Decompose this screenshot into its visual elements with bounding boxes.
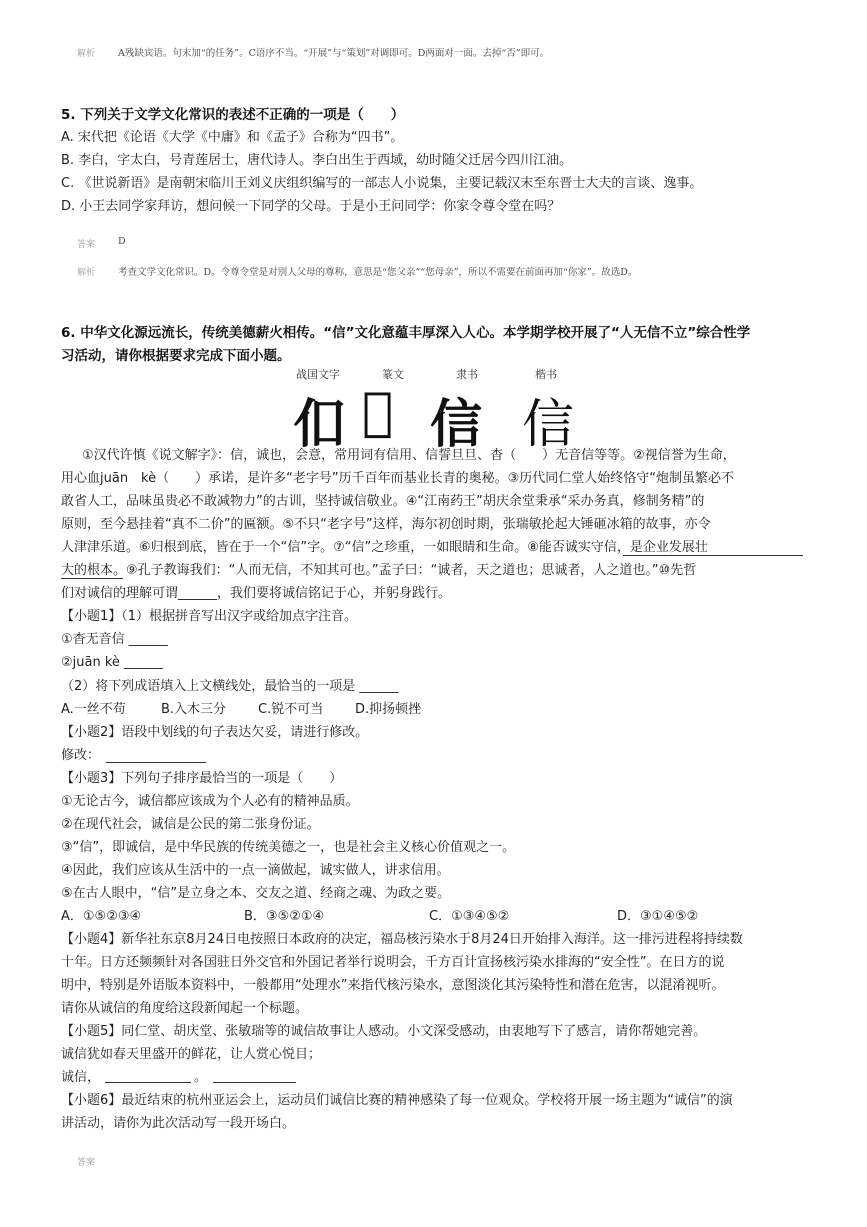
script-label-regular: 楷书 (535, 368, 557, 381)
sub2-fix-label: 修改： (61, 748, 101, 763)
question-6-title-line2: 习活动，请你根据要求完成下面小题。 (61, 348, 291, 364)
flagged-sentence-underline-1 (623, 555, 803, 556)
sub2-label: 【小题2】语段中划线的句子表达欠妥，请进行修改。 (61, 725, 369, 740)
script-label-warring-states: 战国文字 (296, 368, 340, 381)
sub5-label: 【小题5】同仁堂、胡庆堂、张敏瑞等的诚信故事让人感动。小文深受感动，由衷地写下了感言，请你帮她完善。 (61, 1024, 707, 1039)
sub3-sentence-5: ⑤在古人眼中，“信”是立身之本、交友之道、经商之魂、为政之要。 (61, 886, 451, 901)
sub6-line-1: 【小题6】最近结束的杭州亚运会上，运动员们诚信比赛的精神感染了每一位观众。学校将开展一场主题为“诚信”的演 (61, 1093, 733, 1108)
sub4-line-1: 【小题4】新华社东京8月24日电按照日本政府的决定，福岛核污染水于8月24日开始排入海洋。这一排污进程将持续数 (61, 932, 743, 947)
sub4-line-4: 请你从诚信的角度给这段新闻起一个标题。 (61, 1001, 309, 1016)
passage-line-4: 原则，至今悬挂着“真不二价”的匾额。⑤不只“老字号”这样，海尔初创时期，张瑞敏抡起大锤砸冰箱的故事，亦令 (61, 517, 711, 532)
sub5-blank-2[interactable] (213, 1082, 296, 1083)
question-5-title: 5. 下列关于文学文化常识的表述不正确的一项是（ ） (61, 107, 405, 123)
flagged-sentence-underline-2 (61, 578, 123, 579)
q5-option-c: C. 《世说新语》是南朝宋临川王刘义庆组织编写的一部志人小说集，主要记载汉末至东晋士大夫的言谈、逸事。 (61, 176, 703, 191)
q6-answer-label: 答案 (77, 1158, 96, 1168)
sub3-choice-a: A．①⑤②③④ (61, 909, 142, 924)
q5-answer-label: 答案 (77, 240, 96, 250)
q5-analysis: 考查文学文化常识。D。令尊令堂是对别人父母的尊称，意思是“您父亲”“您母亲”，所以不需要在前面再加“你家”。故选D。 (118, 267, 638, 278)
sub3-sentence-4: ④因此，我们应该从生活中的一点一滴做起，诚实做人，讲求信用。 (61, 863, 450, 878)
sub5-line-1: 诚信犹如春天里盛开的鲜花，让人赏心悦目； (61, 1047, 322, 1062)
script-label-clerical: 隶书 (456, 368, 478, 381)
sub1-label: 【小题1】（1）根据拼音写出汉字或给加点字注音。 (61, 609, 358, 624)
sub1-choice-d: D.抑扬顿挫 (355, 702, 422, 717)
sub3-sentence-1: ①无论古今，诚信都应该成为个人必有的精神品质。 (61, 794, 359, 809)
glyph-warring-states: 㐰 (293, 394, 346, 455)
glyph-seal: 𠅉 (362, 382, 390, 442)
sub3-choice-d: D．③①④⑤② (617, 909, 699, 924)
q5-answer: D (118, 236, 126, 247)
q5-option-a: A. 宋代把《论语《大学《中庸》和《孟子》合称为“四书”。 (61, 130, 404, 145)
glyph-regular: 信 (522, 395, 575, 455)
passage-line-5: 人津津乐道。⑥归根到底，皆在于一个“信”字。⑦“信”之珍重，一如眼睛和生命。⑧能否诚实守信，是企业发展壮 (61, 540, 708, 555)
analysis-label: 解析 (77, 49, 96, 59)
passage-line-3: 敢省人工，品味虽贵必不敢减物力”的古训，坚持诚信敬业。④“江南药王”胡庆余堂秉承“采办务真，修制务精”的 (61, 494, 705, 509)
passage-line-1: ①汉代许慎《说文解字》：信，诚也，会意，常用词有信用、信誓旦旦、杳（ ）无音信等等。②视信誉为生命， (82, 448, 736, 463)
q5-analysis-label: 解析 (77, 268, 96, 278)
sub3-sentence-3: ③“信”，即诚信，是中华民族的传统美德之一，也是社会主义核心价值观之一。 (61, 840, 516, 855)
sub6-line-2: 讲活动，请你为此次活动写一段开场白。 (61, 1116, 296, 1131)
passage-line-7: 们对诚信的理解可谓______，我们要将诚信铭记于心，并躬身践行。 (61, 586, 452, 601)
sub1-choice-a: A.一丝不苟 (61, 702, 126, 717)
sub1-choice-c: C.锐不可当 (258, 702, 324, 717)
glyph-clerical: 信 (430, 394, 483, 455)
sub2-fix-blank[interactable] (106, 762, 206, 763)
sub5-line-2-sep: 。 (194, 1070, 208, 1085)
sub5-line-2-prefix: 诚信， (61, 1070, 101, 1085)
analysis-text: A残缺宾语。句末加“的任务”。C语序不当。“开展”与“策划”对调即可。D两面对一面。去掉“否”即可。 (118, 48, 550, 59)
sub3-sentence-2: ②在现代社会，诚信是公民的第二张身份证。 (61, 817, 320, 832)
sub3-choice-c: C．①③④⑤② (429, 909, 510, 924)
sub4-line-3: 明中，特别是外语版本资料中，一般都用“处理水”来指代核污染水，意图淡化其污染特性和潜在危害，以混淆视听。 (61, 978, 725, 993)
q5-option-b: B. 李白，字太白，号青莲居士，唐代诗人。李白出生于西域，幼时随父迁居今四川江油。 (61, 153, 573, 168)
q5-option-d: D. 小王去同学家拜访，想问候一下同学的父母。于是小王问同学：你家令尊令堂在吗？ (61, 199, 561, 214)
sub1-item-b: ②juān kè ______ (61, 655, 164, 670)
sub1-item-a: ①杳无音信 ______ (61, 632, 168, 647)
sub4-line-2: 十年。日方还频频针对各国驻日外交官和外国记者举行说明会，千方百计宣扬核污染水排海的“安全性”。在日方的说 (61, 955, 725, 970)
sub5-blank-1[interactable] (105, 1082, 191, 1083)
sub3-choice-b: B．③⑤②①④ (244, 909, 325, 924)
script-label-seal: 篆文 (382, 368, 404, 381)
question-6-title-line1: 6. 中华文化源远流长，传统美德薪火相传。“信”文化意蕴丰厚深入人心。本学期学校开展了“人无信不立”综合性学 (61, 325, 751, 341)
passage-line-2: 用心血juān kè（ ）承诺，是许多“老字号”历千百年而基业长青的奥秘。③历代同仁堂人始终恪守“炮制虽繁必不 (61, 471, 734, 486)
sub1-choice-b: B.入木三分 (161, 702, 227, 717)
sub1-part2: （2）将下列成语填入上文横线处，最恰当的一项是 ______ (61, 679, 399, 694)
sub3-label: 【小题3】下列句子排序最恰当的一项是（ ） (61, 771, 343, 786)
passage-line-6: 大的根本。⑨孔子教诲我们：“人而无信，不知其可也。”孟子曰：“诚者，天之道也；思诚者，人之道也。”⑩先哲 (61, 563, 697, 578)
